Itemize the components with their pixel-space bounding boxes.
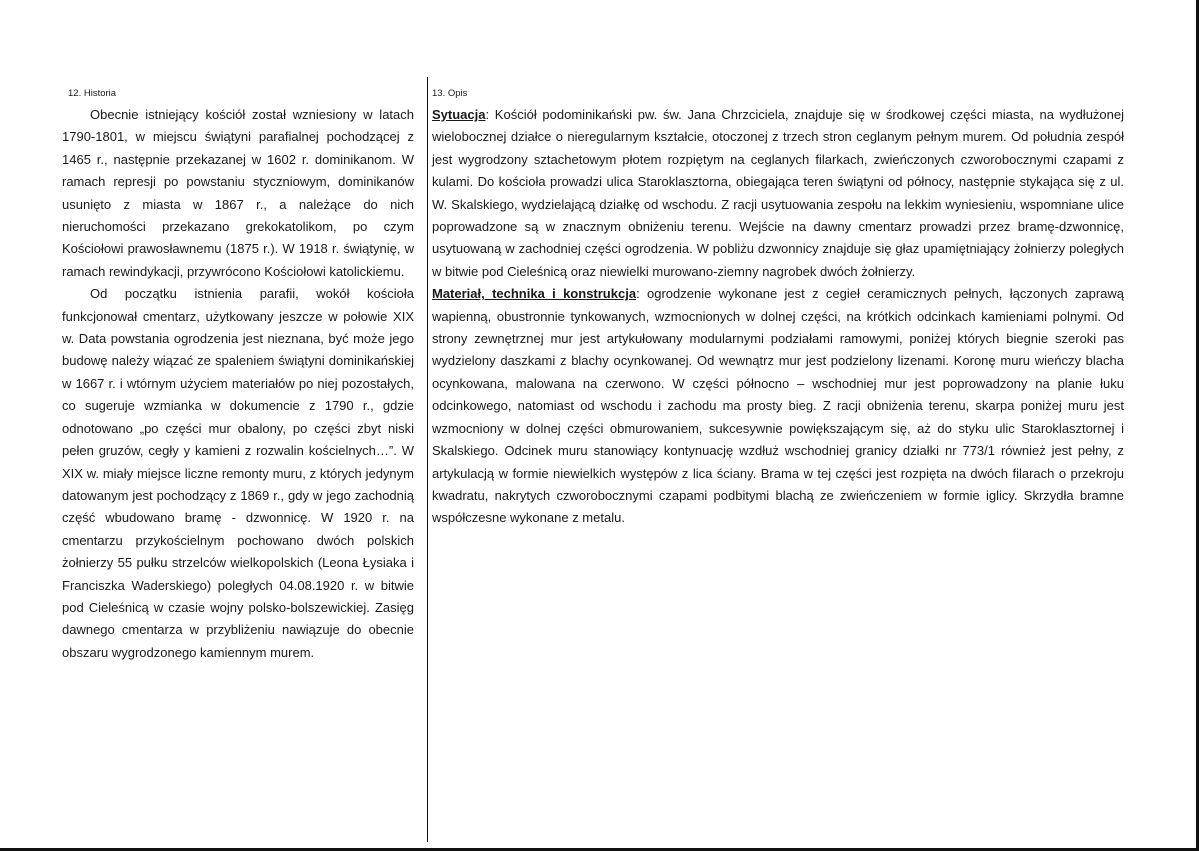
- situation-paragraph: [432, 104, 1124, 283]
- history-column: [62, 88, 414, 664]
- column-divider: [427, 77, 428, 842]
- history-heading: 12. Historia: [68, 88, 117, 99]
- description-column: [432, 88, 1124, 530]
- material-paragraph: [432, 283, 1124, 529]
- material-label: Materiał, technika i konstrukcja: [432, 286, 637, 302]
- history-paragraph-1: Obecnie istniejący kościół został wzniesiony w latach 1790-1801, w miejscu świątyni parafialnej pochodzącej z 1465 r., następnie przekazanej w 1602 r. dominikanom. W ramach represji po powstaniu styczniowym, dominikanów usunięto z miasta w 1867 r., a należące do nich nieruchomości przekazano grekokatolikom, po czym Kościołowi prawosławnemu (1875 r.). W 1918 r. świątynię, w ramach rewindykacji, przywrócono Kościołowi katolickiemu.: [62, 107, 414, 279]
- description-heading: 13. Opis: [432, 88, 468, 99]
- situation-text: : Kościół podominikański pw. św. Jana Chrzciciela, znajduje się w środkowej części miasta, na wydłużonej wielobocznej działce o nieregularnym kształcie, otoczonej z trzech stron ceglanym pełnym murem. Od południa zespół jest wygrodzony sztachetowym płotem rozpiętym na ceglanych filarkach, zwieńczonych czworobocznymi czapami z kulami. Do kościoła prowadzi ulica Staroklasztorna, obiegająca teren świątyni od północy, następnie stykająca się z ul. W. Skalskiego, wydzielającą działkę od wschodu. Z racji usytuowania zespołu na lekkim wyniesieniu, wspomniane ulice poprowadzone są w znacznym obniżeniu terenu. Wejście na dawny cmentarz prowadzi przez bramę-dzwonnicę, usytuowaną w zachodniej części ogrodzenia. W pobliżu dzwonnicy znajduje się głaz upamiętniający żołnierzy poległych w bitwie pod Cieleśnicą oraz niewielki murowano-ziemny nagrobek dwóch żołnierzy.: [432, 107, 1124, 279]
- history-paragraph-2: Od początku istnienia parafii, wokół kościoła funkcjonował cmentarz, użytkowany jeszcze w połowie XIX w. Data powstania ogrodzenia jest nieznana, być może jego budowę należy wiązać ze spaleniem świątyni dominikańskiej w 1667 r. i wtórnym użyciem materiałów po niej pozostałych, co sugeruje wzmianka w dokumencie z 1790 r., gdzie odnotowano „po części mur obalony, po części zbyt niski pełen gruzów, cegły y kamieni z rozwalin kościelnych…”. W XIX w. miały miejsce liczne remonty muru, z których jedynym datowanym jest pochodzący z 1869 r., gdy w jego zachodnią część wbudowano bramę - dzwonnicę. W 1920 r. na cmentarzu przykościelnym pochowano dwóch polskich żołnierzy 55 pułku strzelców wielkopolskich (Leona Łysiaka i Franciszka Waderskiego) poległych 04.08.1920 r. w bitwie pod Cieleśnicą w czasie wojny polsko-bolszewickiej. Zasięg dawnego cmentarza w przybliżeniu nawiązuje do obecnie obszaru wygrodzonego kamiennym murem.: [62, 286, 414, 660]
- situation-label: Sytuacja: [432, 107, 486, 122]
- material-text: : ogrodzenie wykonane jest z cegieł ceramicznych pełnych, łączonych zaprawą wapienną, obustronnie tynkowanych, wzmocnionych w dolnej części, na krótkich odcinkach kamieniami polnymi. Od strony zewnętrznej mur jest artykułowany modularnymi podziałami ramowymi, poniżej których biegnie szeroki pas wydzielony daszkami z blachy ocynkowanej. Od wewnątrz mur jest podzielony lizenami. Koronę muru wieńczy blacha ocynkowana, malowana na czerwono. W części północno – wschodniej mur jest poprowadzony na planie łuku odcinkowego, natomiast od wschodu i zachodu ma prosty bieg. Z racji obniżenia terenu, skarpa poniżej muru jest wzmocniony w dolnej części obmurowaniem, sukcesywnie powiększającym się, aż do styku ulic Staroklasztornej i Skalskiego. Odcinek muru stanowiący kontynuację wzdłuż wschodniej granicy działki nr 773/1 również jest pełny, z artykulacją w formie niewielkich występów z lica ściany. Brama w tej części jest rozpięta na dwóch filarach o przekroju kwadratu, nakrytych czworobocznymi czapami podbitymi blachą ze zwieńczeniem w formie iglicy. Skrzydła bramne współczesne wykonane z metalu.: [432, 286, 1125, 526]
